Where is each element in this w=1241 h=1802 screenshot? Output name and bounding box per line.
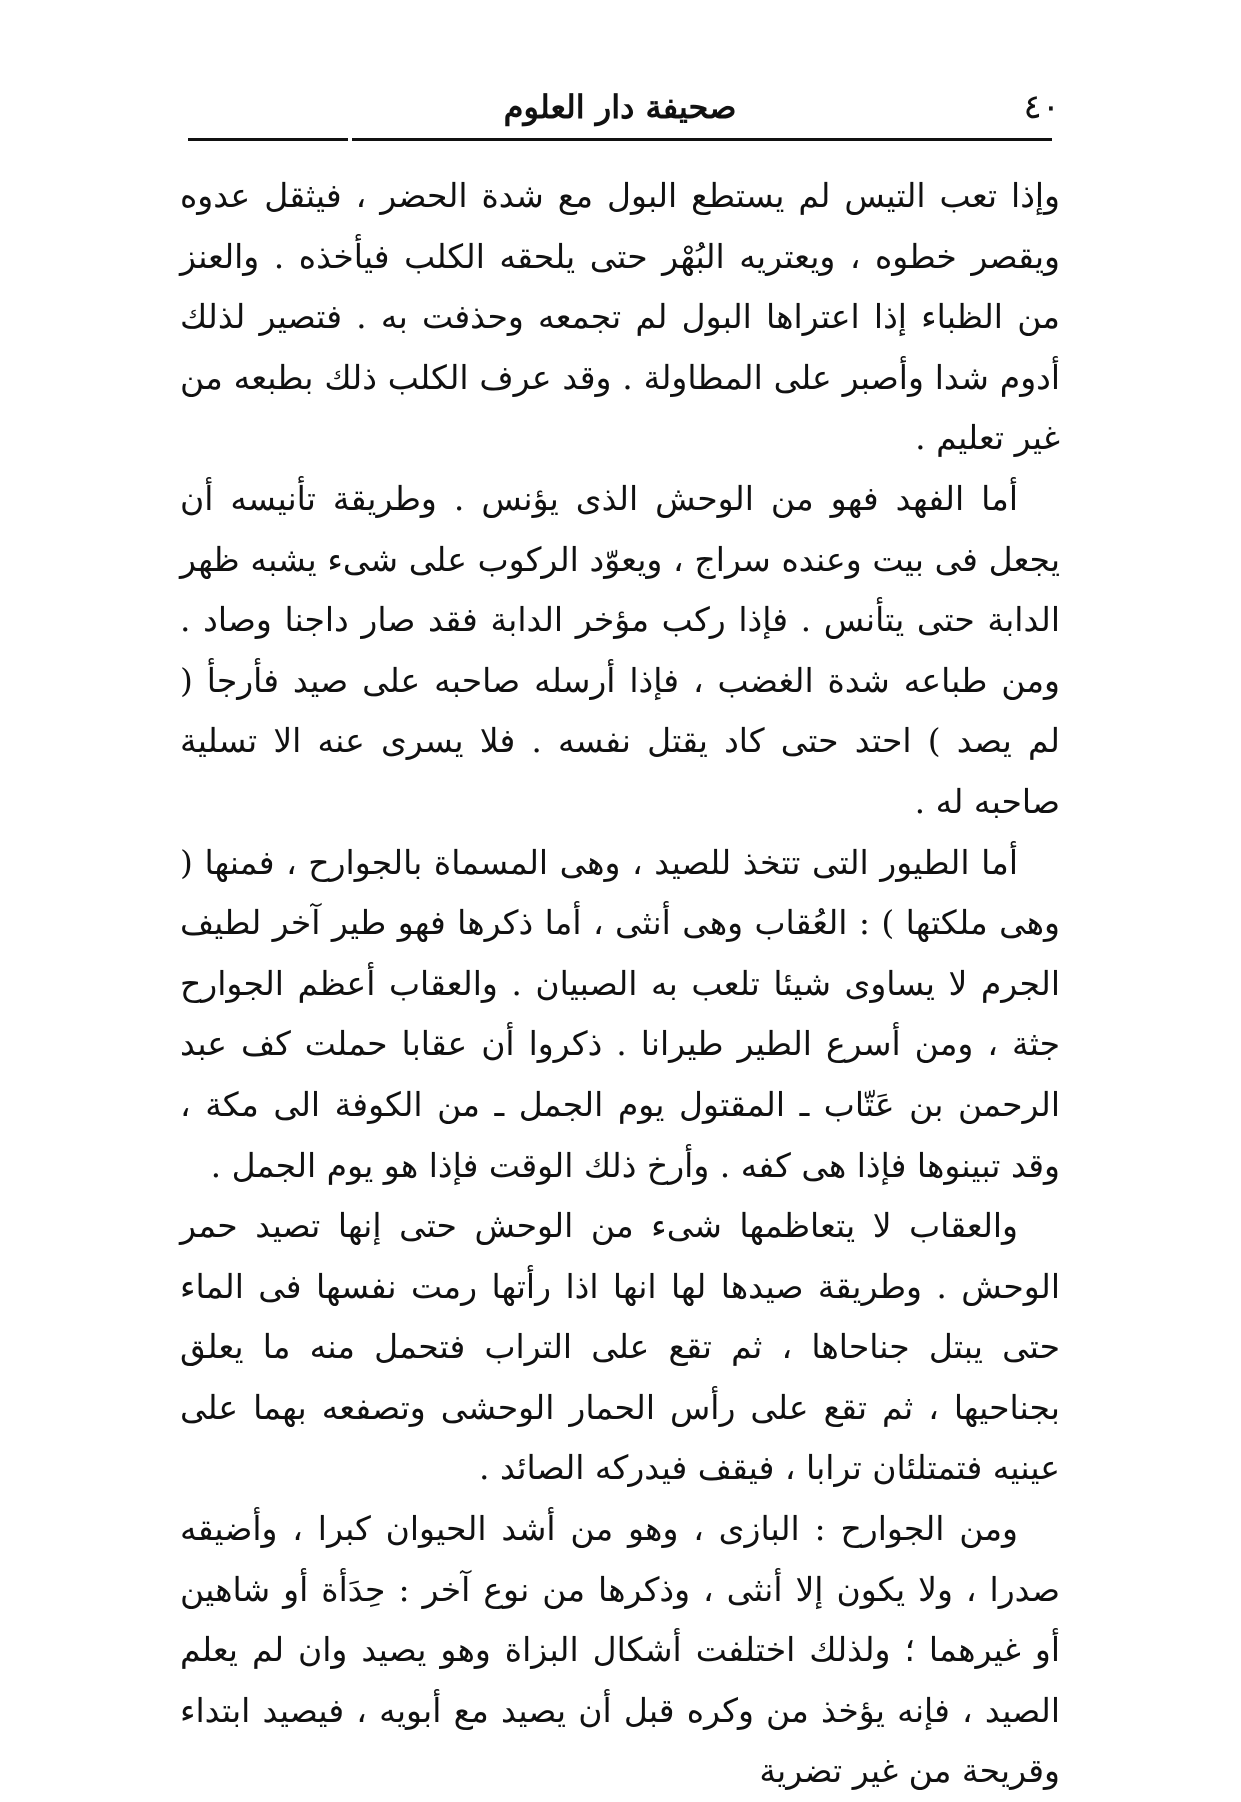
paragraph: والعقاب لا يتعاظمها شىء من الوحش حتى إنها تصيد حمر الوحش . وطريقة صيدها لها انها اذا رأتها رمت نفسها فى الماء حتى يبتل جناحاها ، ثم تقع على التراب فتحمل منه ما يعلق بجناحيها ، ثم تقع على رأس الحمار الوحشى وتصفعه بهما على عينيه فتمتلئان ترابا ، فيقف فيدركه الصائد . [180,1206,1060,1488]
body-text [180,166,1060,1802]
journal-title: صحيفة دار العلوم [503,88,737,126]
paragraph: وإذا تعب التيس لم يستطع البول مع شدة الحضر ، فيثقل عدوه ويقصر خطوه ، ويعتريه البُهْر حتى يلحقه الكلب فيأخذه . والعنز من الظباء إذا اعتراها البول لم تجمعه وحذفت به . فتصير لذلك أدوم شدا وأصبر على المطاولة . وقد عرف الكلب ذلك بطبعه من غير تعليم . [180,176,1060,458]
running-header [180,82,1060,132]
header-rule-left [188,138,348,141]
page-number: ٤٠ [1023,87,1060,127]
header-rule-right [352,138,1052,141]
paragraph: أما الطيور التى تتخذ للصيد ، وهى المسماة بالجوارح ، فمنها ( وهى ملكتها ) : العُقاب وهى أنثى ، أما ذكرها فهو طير آخر لطيف الجرم لا يساوى شيئا تلعب به الصبيان . والعقاب أعظم الجوارح جثة ، ومن أسرع الطير طيرانا . ذكروا أن عقابا حملت كف عبد الرحمن بن عَتّاب ـ المقتول يوم الجمل ـ من الكوفة الى مكة ، وقد تبينوها فإذا هى كفه . وأرخ ذلك الوقت فإذا هو يوم الجمل . [180,842,1060,1185]
paragraph: أما الفهد فهو من الوحش الذى يؤنس . وطريقة تأنيسه أن يجعل فى بيت وعنده سراج ، ويعوّد الركوب على شىء يشبه ظهر الدابة حتى يتأنس . فإذا ركب مؤخر الدابة فقد صار داجنا وصاد . ومن طباعه شدة الغضب ، فإذا أرسله صاحبه على صيد فأرجأ ( لم يصد ) احتد حتى كاد يقتل نفسه . فلا يسرى عنه الا تسلية صاحبه له . [180,478,1060,821]
paragraph: ومن الجوارح : البازى ، وهو من أشد الحيوان كبرا ، وأضيقه صدرا ، ولا يكون إلا أنثى ، وذكرها من نوع آخر : حِدَأة أو شاهين أو غيرهما ؛ ولذلك اختلفت أشكال البزاة وهو يصيد وان لم يعلم الصيد ، فإنه يؤخذ من وكره قبل أن يصيد مع أبويه ، فيصيد ابتداء وقريحة من غير تضرية [180,1509,1060,1791]
